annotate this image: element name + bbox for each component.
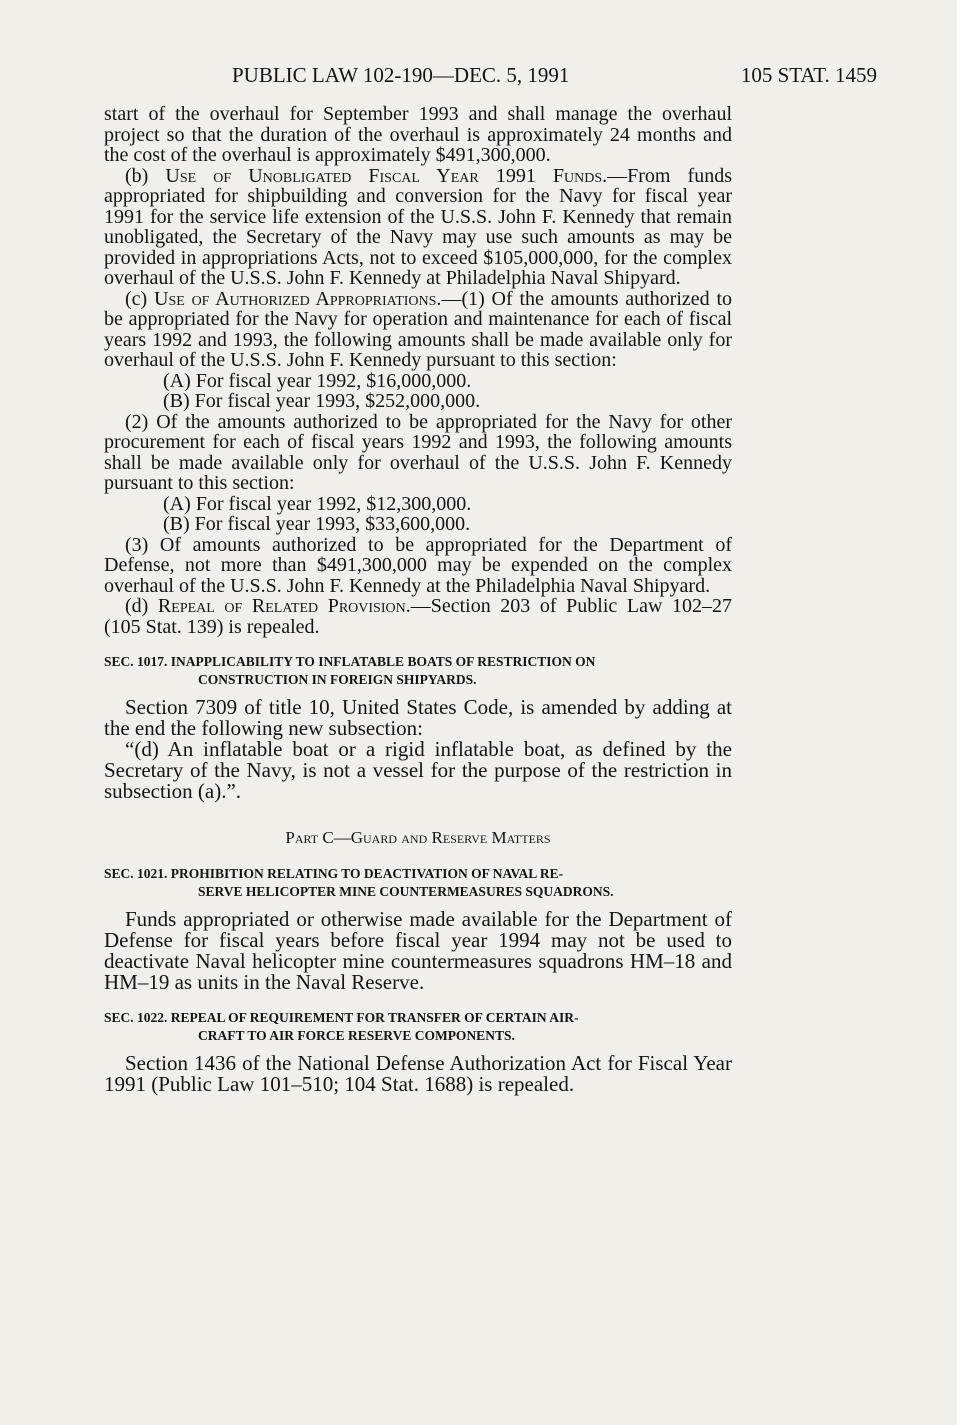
subsection-d: [104, 596, 732, 637]
header-title: PUBLIC LAW 102-190—DEC. 5, 1991: [232, 63, 570, 87]
section-heading-1017: [104, 653, 732, 689]
subsection-c-heading: Use of Authorized Appropriations.: [154, 287, 442, 310]
running-header: [232, 62, 877, 88]
subsection-b: [104, 166, 732, 289]
section-heading-1021-line2: SERVE HELICOPTER MINE COUNTERMEASURES SQUADRONS.: [198, 883, 614, 899]
section-1022-paragraph: Section 1436 of the National Defense Authorization Act for Fiscal Year 1991 (Public Law 101–510; 104 Stat. 1688) is repealed.: [104, 1050, 732, 1096]
section-heading-1021-line1: SEC. 1021. PROHIBITION RELATING TO DEACTIVATION OF NAVAL RE-: [104, 865, 564, 881]
section-1017-paragraph-1: Section 7309 of title 10, United States Code, is amended by adding at the end the following new subsection:: [104, 695, 732, 740]
section-1021-paragraph: Funds appropriated or otherwise made available for the Department of Defense for fiscal years before fiscal year 1994 may not be used to deactivate Naval helicopter mine countermeasures squadrons HM–18 and HM–19 as units in the Naval Reserve.: [104, 906, 732, 994]
section-1017-paragraph-2: “(d) An inflatable boat or a rigid inflatable boat, as defined by the Secretary of the Navy, is not a vessel for the purpose of the restriction in subsection (a).”.: [104, 737, 732, 803]
subsection-d-heading: Repeal of Related Provision.: [157, 595, 411, 617]
subsection-c: [104, 289, 732, 371]
clause-c1b: (B) For fiscal year 1993, $252,000,000.: [163, 390, 481, 412]
clause-c2b: (B) For fiscal year 1993, $33,600,000.: [163, 513, 471, 535]
section-heading-1022: [104, 1009, 732, 1045]
subsection-b-mark: (b): [125, 164, 166, 187]
paragraph-continuation: start of the overhaul for September 1993 and shall manage the overhaul project so that the duration of the overhaul is approximately 24 months and the cost of the overhaul is approximately $491,300,000.: [104, 103, 732, 166]
clause-c1a: (A) For fiscal year 1992, $16,000,000.: [163, 369, 472, 392]
clause-c2a: (A) For fiscal year 1992, $12,300,000.: [163, 492, 472, 515]
section-heading-1017-line1: SEC. 1017. INAPPLICABILITY TO INFLATABLE BOATS OF RESTRICTION ON: [104, 654, 596, 669]
subsection-d-mark: (d): [125, 595, 158, 617]
section-heading-1021: [104, 865, 732, 901]
document-body: [104, 104, 732, 1095]
part-heading: Part C—Guard and Reserve Matters: [285, 828, 551, 847]
subsection-c-text: —(1) Of the amounts authorized to be appropriated for the Navy for operation and maintenance for each of fiscal years 1992 and 1993, the following amounts shall be made available only for overhaul of the U.S.S. John F. Kennedy pursuant to this section:: [104, 287, 733, 371]
header-stat-page: 105 STAT. 1459: [740, 63, 877, 87]
paragraph-c2: (2) Of the amounts authorized to be appropriated for the Navy for other procurement for each of fiscal years 1992 and 1993, the following amounts shall be made available only for overhaul of the U.S.S. John F. Kennedy pursuant to this section:: [104, 410, 732, 494]
subsection-b-text: —From funds appropriated for shipbuilding and conversion for the Navy for fiscal year 1991 for the service life extension of the U.S.S. John F. Kennedy that remain unobligated, the Secretary of the Navy may use such amounts as may be provided in appropriations Acts, not to exceed $105,000,000, for the complex overhaul of the U.S.S. John F. Kennedy at Philadelphia Naval Shipyard.: [104, 164, 732, 289]
section-heading-1022-line1: SEC. 1022. REPEAL OF REQUIREMENT FOR TRANSFER OF CERTAIN AIR-: [104, 1009, 579, 1025]
section-heading-1022-line2: CRAFT TO AIR FORCE RESERVE COMPONENTS.: [198, 1027, 515, 1043]
subsection-b-heading: Use of Unobligated Fiscal Year 1991 Funds.: [165, 164, 608, 187]
section-heading-1017-line2: CONSTRUCTION IN FOREIGN SHIPYARDS.: [198, 672, 477, 687]
paragraph-c3: (3) Of amounts authorized to be appropriated for the Department of Defense, not more than $491,300,000 may be expended on the complex overhaul of the U.S.S. John F. Kennedy at the Philadelphia Naval Shipyard.: [104, 533, 732, 597]
subsection-d-text: —Section 203 of Public Law 102–27 (105 Stat. 139) is repealed.: [104, 595, 732, 638]
subsection-c-mark: (c): [125, 287, 154, 310]
